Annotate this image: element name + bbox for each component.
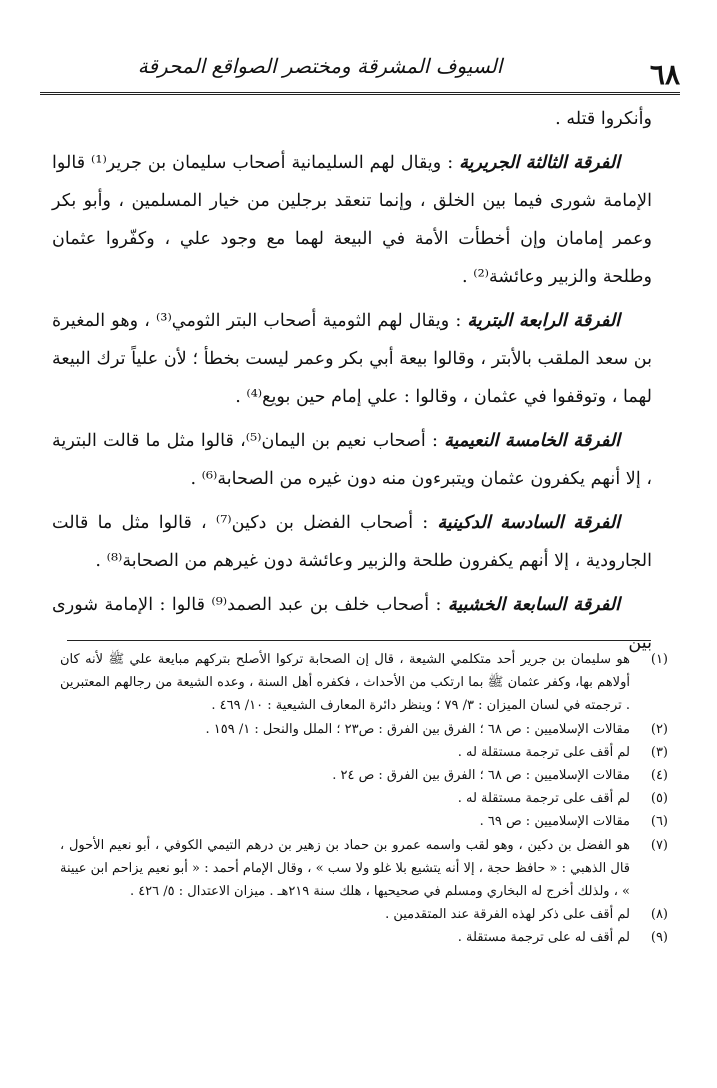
paragraph [52, 422, 652, 498]
paragraph-text: : ويقال لهم الثومية أصحاب البتر الثومي⁽³⁾ ، وهو المغيرة بن سعد الملقب بالأبتر ، وقالوا بيعة أبي بكر وعمر ليست بخطأ ؛ لأن علياً ترك البيعة لهما ، وتوقفوا في عثمان ، وقالوا : علي إمام حين بويع⁽⁴⁾ . [52, 311, 652, 407]
paragraph [52, 144, 652, 296]
paragraph-text: : أصحاب الفضل بن دكين⁽⁷⁾ ، قالوا مثل ما قالت الجارودية ، إلا أنهم يكفرون طلحة والزبير وعائشة دون غيرهم من الصحابة⁽⁸⁾ . [52, 513, 652, 571]
section-heading: الفرقة السابعة الخشبية [447, 594, 620, 615]
footnote-number: (٧) [650, 837, 668, 853]
footnote [60, 834, 668, 904]
footnote [60, 764, 668, 787]
section-heading: الفرقة الرابعة البترية [467, 310, 620, 331]
footnote [60, 741, 668, 764]
footnote-number: (١) [650, 652, 668, 667]
paragraph [52, 302, 652, 416]
header-divider [40, 92, 680, 95]
paragraph [52, 100, 652, 138]
footnote-divider [67, 640, 651, 641]
footnote [60, 810, 668, 833]
page-header [40, 52, 680, 94]
section-heading: الفرقة الخامسة النعيمية [444, 430, 620, 451]
footnote-text: مقالات الإسلاميين : ص ٦٨ ؛ الفرق بين الفرق : ص٢٣ ؛ الملل والنحل : ١/ ١٥٩ . [205, 721, 630, 737]
paragraph-text: وأنكروا قتله . [555, 109, 652, 129]
paragraph [52, 504, 652, 580]
footnote-number: (٣) [650, 744, 668, 760]
footnote-number: (٦) [650, 814, 668, 830]
main-text [52, 100, 652, 653]
footnotes [60, 648, 668, 1048]
footnote [60, 903, 668, 926]
footnote [60, 718, 668, 741]
footnote [60, 648, 668, 718]
footnote-number: (٢) [650, 721, 668, 737]
paragraph-text: : ويقال لهم السليمانية أصحاب سليمان بن جرير⁽¹⁾ قالوا الإمامة شورى فيما بين الخلق ، وإنما تنعقد برجلين من خيار المسلمين ، وأبو بكر وعمر إمامان وإن أخطأت الأمة في البيعة لهما مع وجود علي ، وكفّروا عثمان وطلحة والزبير وعائشة⁽²⁾ . [52, 153, 652, 287]
paragraph-text: : أصحاب خلف بن عبد الصمد⁽⁹⁾ قالوا : الإمامة شورى بين [52, 595, 652, 653]
footnote-text: هو الفضل بن دكين ، وهو لقب واسمه عمرو بن حماد بن زهير بن درهم التيمي الكوفي ، أبو نعيم الأحول ، قال الذهبي : « حافظ حجة ، إلا أنه يتشيع بلا غلو ولا سب » ، وقال الإمام أحمد : « أبو نعيم يزاحم ابن عيينة » ، ولذلك أخرج له البخاري ومسلم في صحيحيها ، هلك سنة ٢١٩هـ . ميزان الاعتدال : ٥/ ٤٢٦ . [60, 837, 630, 900]
footnote-text: لم أقف على ذكر لهذه الفرقة عند المتقدمين . [385, 907, 630, 923]
section-heading: الفرقة السادسة الدكينية [437, 512, 620, 533]
footnote-text: لم أقف على ترجمة مستقلة له . [457, 791, 630, 807]
footnote-number: (٥) [650, 791, 668, 807]
footnote-text: مقالات الإسلاميين : ص ٦٩ . [479, 814, 630, 830]
footnote [60, 787, 668, 810]
footnote-text: مقالات الإسلاميين : ص ٦٨ ؛ الفرق بين الفرق : ص ٢٤ . [332, 768, 630, 784]
section-heading: الفرقة الثالثة الجريرية [459, 152, 621, 173]
page-number: ٦٨ [649, 58, 680, 91]
footnote-text: هو سليمان بن جرير أحد متكلمي الشيعة ، قال إن الصحابة تركوا الأصلح بتركهم مبايعة علي ﷺ لأنه كان أولاهم بها، وكفر عثمان ﷺ بما ارتكب من الأحداث ، فكفره أهل السنة ، وعده الشيعة من رجالهم المعتبرين . ترجمته في لسان الميزان : ٣/ ٧٩ ؛ وينظر دائرة المعارف الشيعية : ١٠/ ٤٦٩ . [60, 652, 630, 714]
footnote-number: (٨) [650, 907, 668, 923]
footnote-number: (٤) [650, 768, 668, 784]
paragraph-text: : أصحاب نعيم بن اليمان⁽⁵⁾، قالوا مثل ما قالت البترية ، إلا أنهم يكفرون عثمان ويتبرءون منه دون غيره من الصحابة⁽⁶⁾ . [52, 431, 652, 489]
footnote [60, 926, 668, 949]
footnote-text: لم أقف على ترجمة مستقلة له . [457, 744, 630, 760]
footnote-text: لم أقف له على ترجمة مستقلة . [457, 930, 630, 946]
footnote-number: (٩) [650, 930, 668, 946]
running-title: السيوف المشرقة ومختصر الصواقع المحرقة [137, 54, 503, 78]
